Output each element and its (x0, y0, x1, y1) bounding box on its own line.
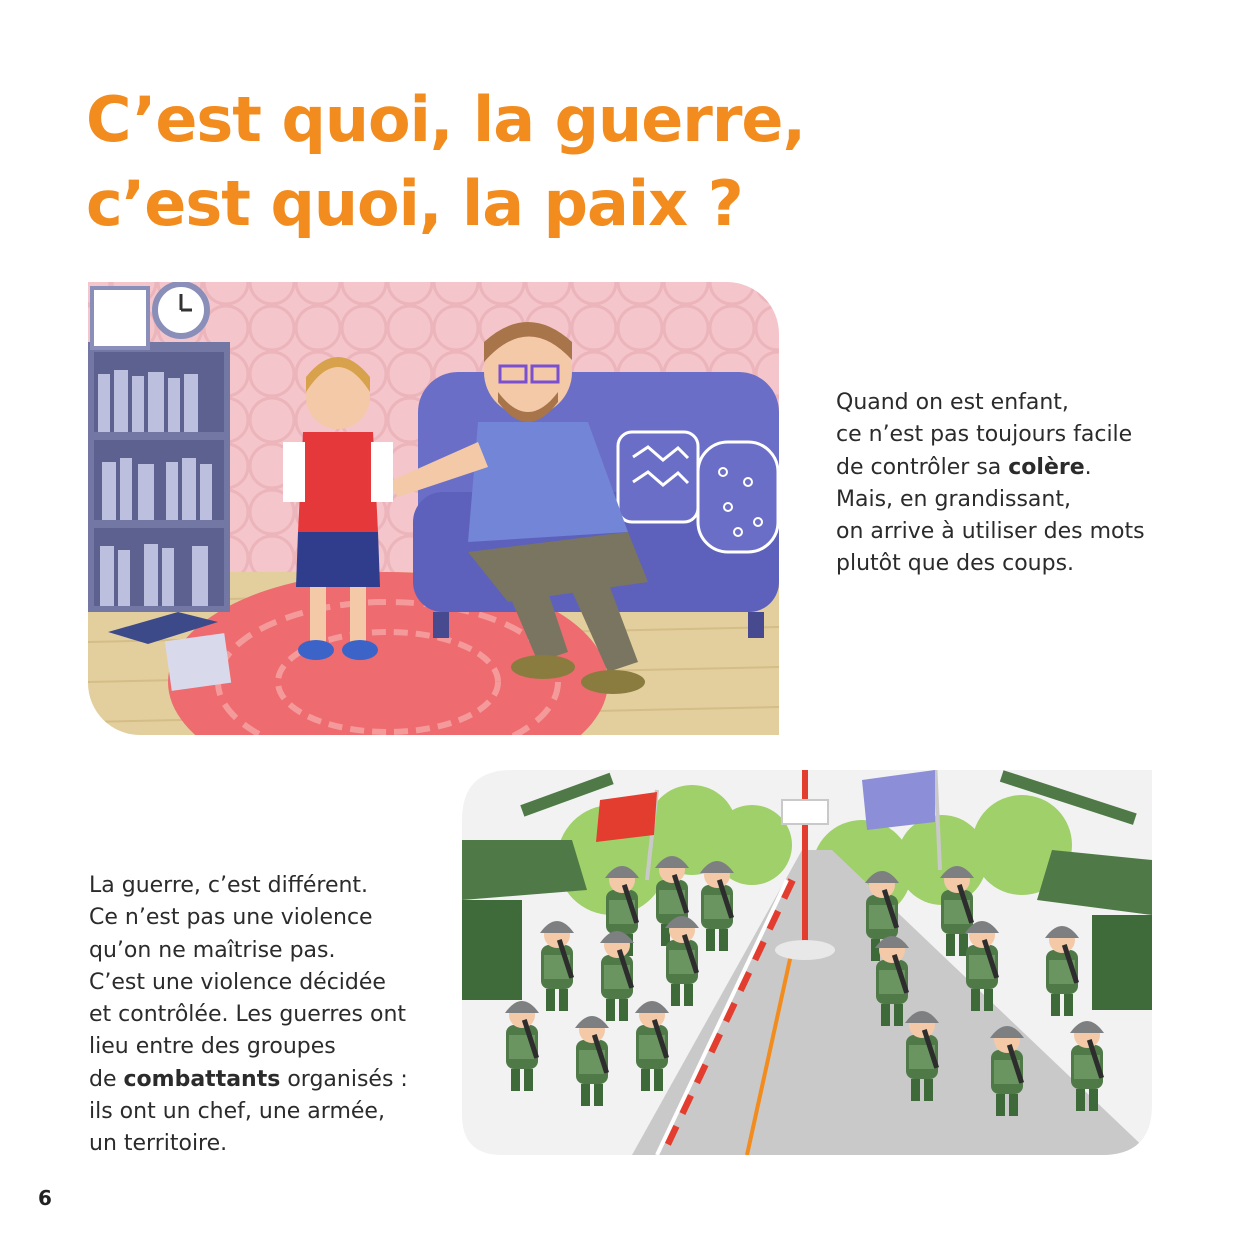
title-line-1: C’est quoi, la guerre, (86, 83, 806, 156)
paragraph-1-line-4: Mais, en grandissant, (836, 486, 1071, 512)
paragraph-2-line-2: Ce n’est pas une violence (89, 905, 373, 931)
living-room-illustration (88, 282, 779, 735)
paragraph-2-line-9: un territoire. (89, 1131, 228, 1157)
paragraph-2-line-6: lieu entre des groupes (89, 1034, 336, 1060)
paragraph-1-line-1: Quand on est enfant, (836, 390, 1069, 415)
paragraph-2-line-3: qu’on ne maîtrise pas. (89, 937, 336, 963)
paragraph-1-line-3 (836, 452, 1145, 484)
paragraph-1-line-2: ce n’est pas toujours facile (836, 422, 1133, 448)
paragraph-1-line-6: plutôt que des coups. (836, 551, 1075, 577)
paragraph-anger (836, 387, 1145, 581)
paragraph-1-line-3-end: . (1084, 454, 1092, 480)
paragraph-1-line-5: on arrive à utiliser des mots (836, 519, 1145, 545)
page-number: 6 (38, 1186, 52, 1210)
paragraph-war (89, 870, 408, 1161)
paragraph-2-line-8: ils ont un chef, une armée, (89, 1099, 385, 1125)
keyword-colere: colère (1008, 454, 1085, 480)
paragraph-2-line-7 (89, 1064, 408, 1096)
paragraph-1-line-3-start: de contrôler sa (836, 454, 1009, 480)
army-border-illustration (462, 750, 1152, 1155)
paragraph-2-line-5: et contrôlée. Les guerres ont (89, 1002, 407, 1028)
paragraph-2-line-7-start: de (89, 1066, 124, 1092)
title-line-2: c’est quoi, la paix ? (86, 167, 743, 240)
paragraph-2-line-7-end: organisés : (280, 1066, 408, 1092)
keyword-combattants: combattants (123, 1066, 281, 1092)
paragraph-2-line-4: C’est une violence décidée (89, 969, 386, 995)
page-title (86, 78, 805, 246)
paragraph-2-line-1: La guerre, c’est différent. (89, 873, 369, 898)
